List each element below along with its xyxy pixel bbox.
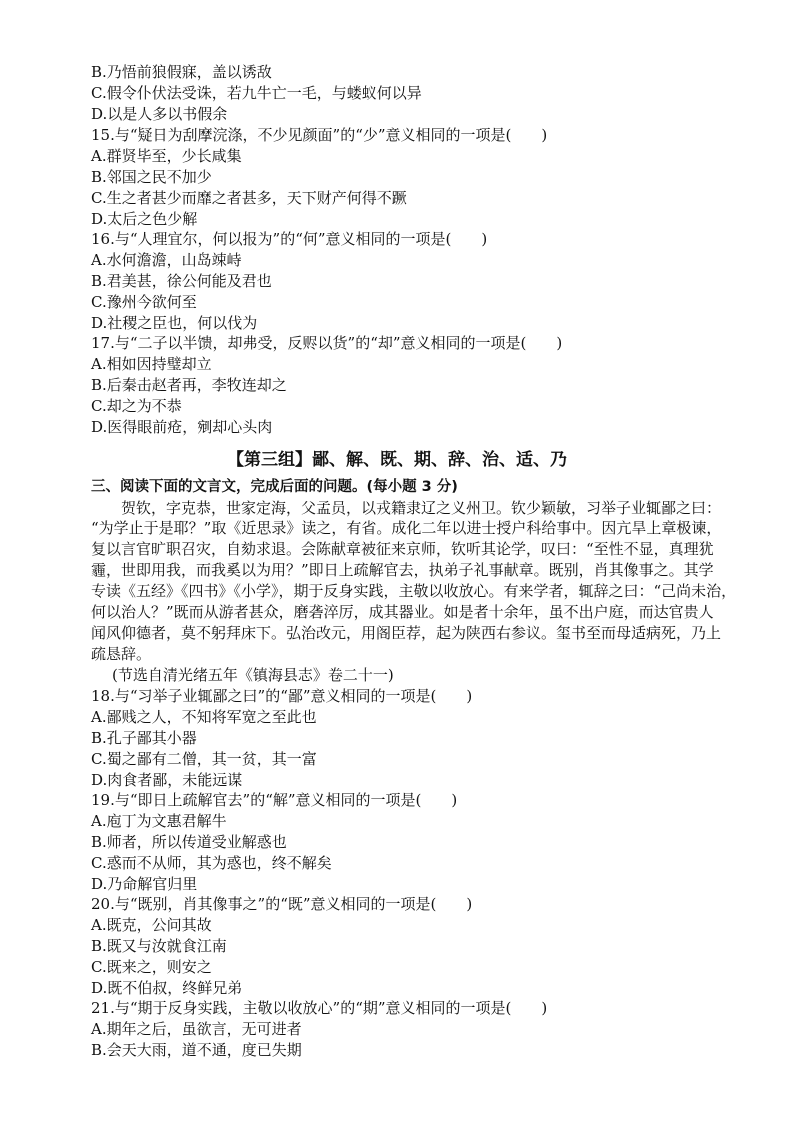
q16-option-b: B.君美甚，徐公何能及君也 bbox=[91, 272, 272, 290]
q17-option-c: C.却之为不恭 bbox=[91, 397, 182, 415]
q16-option-c: C.豫州今欲何至 bbox=[91, 293, 197, 311]
q19-stem: 19.与“即日上疏解官去”的“解”意义相同的一项是( ) bbox=[91, 791, 458, 809]
q17-option-d: D.医得眼前疮，剜却心头肉 bbox=[91, 418, 273, 436]
passage-line: 贺钦，字克恭，世家定海，父孟员，以戎籍隶辽之义州卫。钦少颖敏，习举子业辄鄙之曰： bbox=[121, 499, 722, 517]
q20-option-b: B.既又与汝就食江南 bbox=[91, 937, 227, 955]
q15-stem: 15.与“疑日为刮摩浣涤，不少见颜面”的“少”意义相同的一项是( ) bbox=[91, 126, 548, 144]
passage-line: 何以治人？”既而从游者甚众，磨砻淬厉，成其器业。如是者十余年，虽不出户庭，而达官贵人 bbox=[91, 603, 714, 621]
q18-option-c: C.蜀之鄙有二僧，其一贫，其一富 bbox=[91, 750, 317, 768]
q15-option-c: C.生之者甚少而靡之者甚多，天下财产何得不蹶 bbox=[91, 189, 407, 207]
q17-option-b: B.后秦击赵者再，李牧连却之 bbox=[91, 376, 287, 394]
q15-option-a: A.群贤毕至，少长咸集 bbox=[91, 147, 242, 165]
q14-option-c: C.假令仆伏法受诛，若九牛亡一毛，与蝼蚁何以异 bbox=[91, 84, 422, 102]
q20-option-c: C.既来之，则安之 bbox=[91, 958, 212, 976]
q21-option-b: B.会天大雨，道不通，度已失期 bbox=[91, 1041, 302, 1059]
q19-option-b: B.师者，所以传道受业解惑也 bbox=[91, 833, 287, 851]
passage-line: 霾，世即用我，而我奚以为用？”即日上疏解官去，执弟子礼事献章。既别，肖其像事之。其学 bbox=[91, 561, 714, 579]
q20-stem: 20.与“既别，肖其像事之”的“既”意义相同的一项是( ) bbox=[91, 895, 473, 913]
q15-option-b: B.邻国之民不加少 bbox=[91, 168, 212, 186]
q20-option-d: D.既不伯叔，终鲜兄弟 bbox=[91, 979, 243, 997]
q19-option-a: A.庖丁为文惠君解牛 bbox=[91, 812, 227, 830]
q18-option-b: B.孔子鄙其小器 bbox=[91, 729, 197, 747]
q18-option-a: A.鄙贱之人，不知将军宽之至此也 bbox=[91, 708, 317, 726]
q15-option-d: D.太后之色少解 bbox=[91, 210, 198, 228]
passage-line: 复以言官旷职召灾，自劾求退。会陈献章被征来京师，钦听其论学，叹曰：“至性不显，真理犹 bbox=[91, 540, 714, 558]
passage-line: 专读《五经》《四书》《小学》，期于反身实践，主敬以收放心。有来学者，辄辞之曰：“己尚未治， bbox=[91, 582, 737, 600]
q16-option-d: D.社稷之臣也，何以伐为 bbox=[91, 314, 258, 332]
q18-option-d: D.肉食者鄙，未能远谋 bbox=[91, 771, 243, 789]
q17-option-a: A.相如因持璧却立 bbox=[91, 355, 212, 373]
passage-line: 疏恳辞。 bbox=[91, 645, 152, 663]
q16-stem: 16.与“人理宜尔，何以报为”的“何”意义相同的一项是( ) bbox=[91, 230, 488, 248]
q14-option-d: D.以是人多以书假余 bbox=[91, 105, 228, 123]
q21-option-a: A.期年之后，虽欲言，无可进者 bbox=[91, 1020, 302, 1038]
section-title: 三、阅读下面的文言文，完成后面的问题。(每小题 3 分) bbox=[91, 479, 458, 495]
passage-source: (节选自清光绪五年《镇海县志》卷二十一) bbox=[112, 666, 394, 684]
q19-option-d: D.乃命解官归里 bbox=[91, 875, 198, 893]
q21-stem: 21.与“期于反身实践，主敬以收放心”的“期”意义相同的一项是( ) bbox=[91, 999, 548, 1017]
passage-line: 闻风仰德者，莫不躬拜床下。弘治改元，用阁臣荐，起为陕西右参议。玺书至而母适病死，乃上 bbox=[91, 624, 722, 642]
q16-option-a: A.水何澹澹，山岛竦峙 bbox=[91, 251, 242, 269]
q18-stem: 18.与“习举子业辄鄙之曰”的“鄙”意义相同的一项是( ) bbox=[91, 687, 473, 705]
q20-option-a: A.既克，公问其故 bbox=[91, 916, 212, 934]
passage-line: “为学止于是耶？”取《近思录》读之，有省。成化二年以进士授户科给事中。因亢旱上章极谏， bbox=[91, 519, 722, 537]
q19-option-c: C.惑而不从师，其为惑也，终不解矣 bbox=[91, 854, 332, 872]
q14-option-b: B.乃悟前狼假寐，盖以诱敌 bbox=[91, 63, 272, 81]
q17-stem: 17.与“二子以半馈，却弗受，反赆以货”的“却”意义相同的一项是( ) bbox=[91, 334, 563, 352]
group-title: 【第三组】鄙、解、既、期、辞、治、适、乃 bbox=[227, 450, 567, 470]
